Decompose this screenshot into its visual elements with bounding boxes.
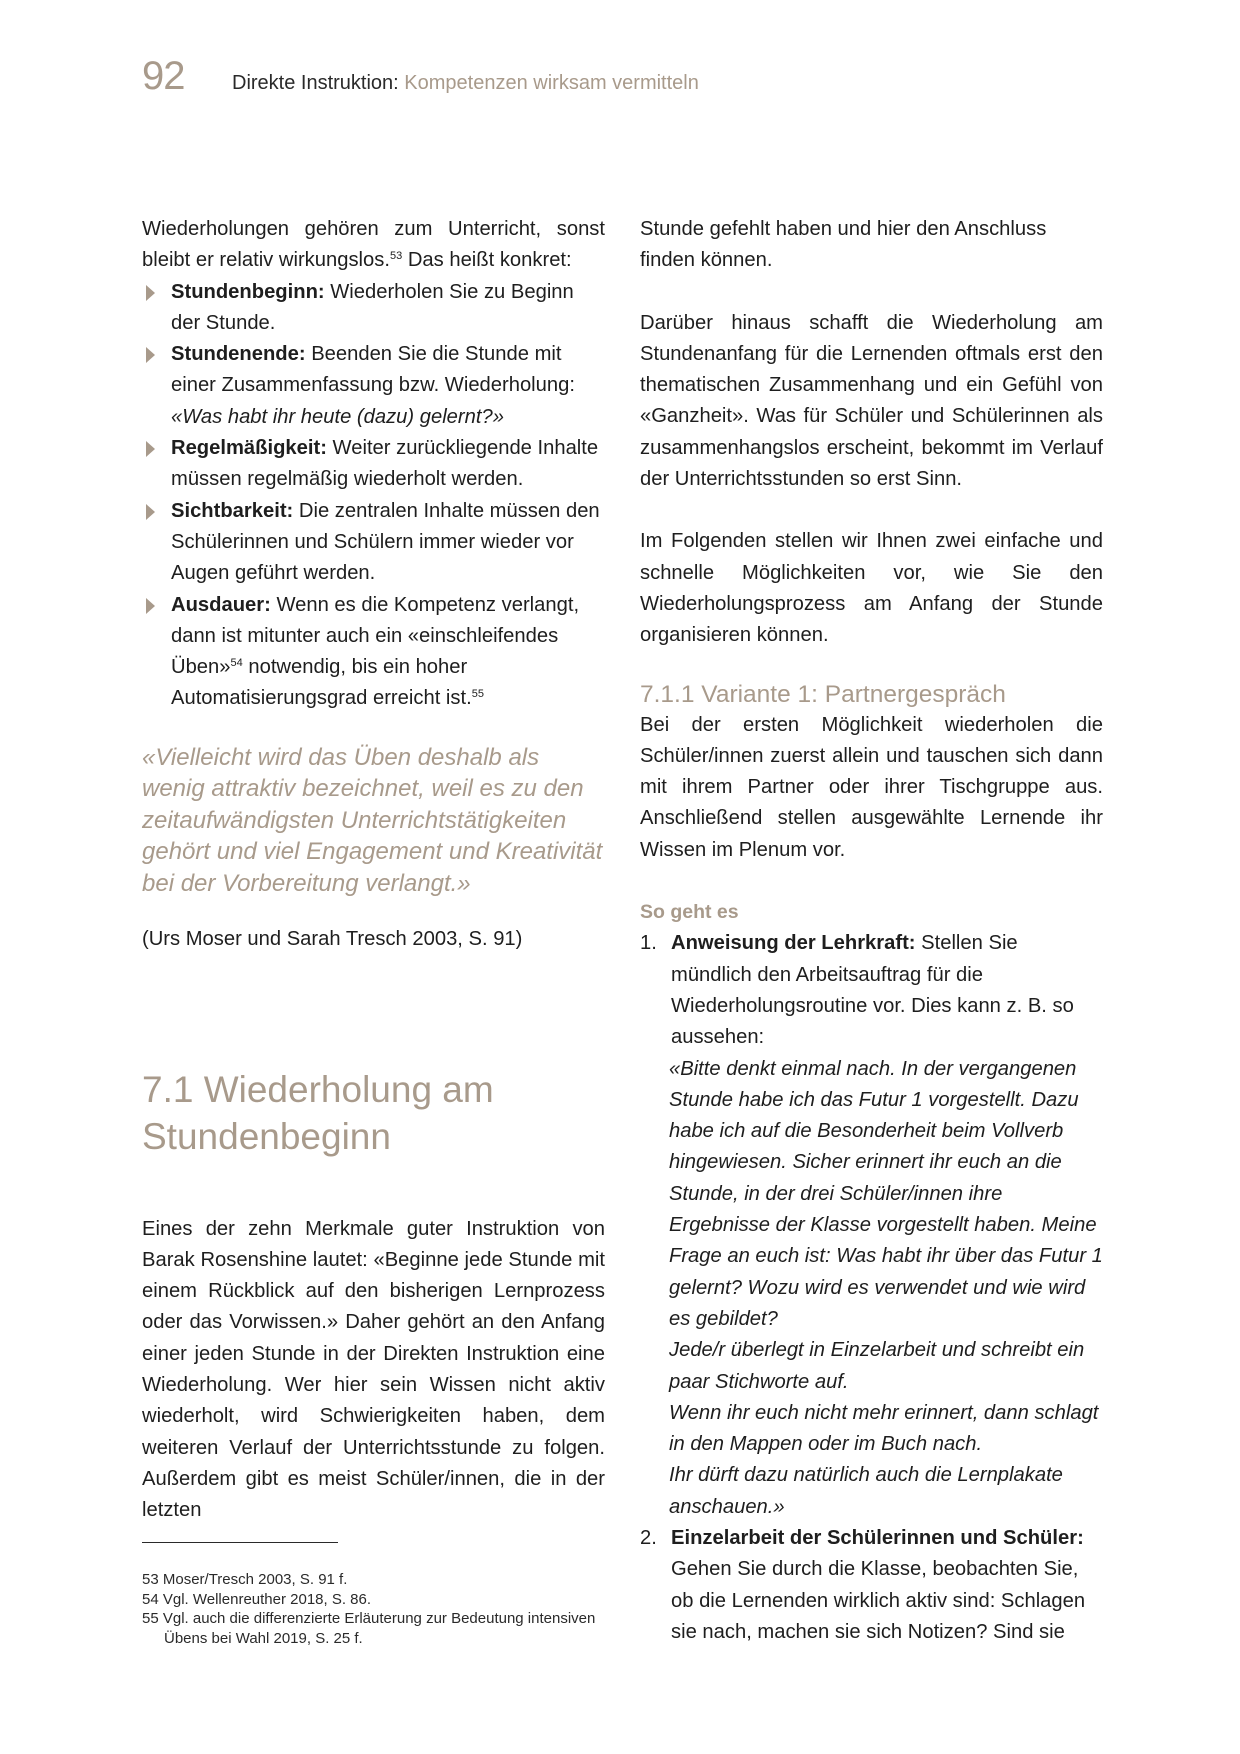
- teacher-quote-line: Wenn ihr euch nicht mehr erinnert, dann schlagt in den Mappen oder im Buch nach.: [669, 1401, 1099, 1456]
- footnote-54: 54 Vgl. Wellenreuther 2018, S. 86.: [142, 1590, 372, 1608]
- quote-source: (Urs Moser und Sarah Tresch 2003, S. 91): [142, 928, 523, 951]
- steps-list: [640, 928, 1103, 1648]
- running-title-sub: Kompetenzen wirksam vermitteln: [404, 72, 699, 94]
- triangle-bullet-icon: [146, 285, 155, 301]
- bullet-item: Regelmäßigkeit: Weiter zurückliegende Inhalte müssen regelmäßig wiederholt werden.: [142, 433, 605, 496]
- footnotes: [142, 1570, 602, 1648]
- triangle-bullet-icon: [146, 598, 155, 614]
- step-item: 2. Einzelarbeit der Schülerinnen und Schüler: Gehen Sie durch die Klasse, beobachten Sie, ob die Lernenden wirklich aktiv sind: Schlagen sie nach, machen sie sich Notizen? Sind sie: [640, 1523, 1103, 1648]
- paragraph: Bei der ersten Möglichkeit wiederholen die Schüler/innen zuerst allein und tauschen sich dann mit ihrem Partner oder ihrer Tischgruppe aus. Anschließend stellen ausgewählte Lernende ihr Wissen im Plenum vor.: [640, 713, 1103, 861]
- triangle-bullet-icon: [146, 504, 155, 520]
- footnote-ref[interactable]: 54: [230, 657, 243, 670]
- bullet-item: Sichtbarkeit: Die zentralen Inhalte müssen den Schülerinnen und Schülern immer wieder vor Augen geführt werden.: [142, 496, 605, 590]
- bullet-list: [142, 277, 605, 715]
- section-body: Eines der zehn Merkmale guter Instruktion von Barak Rosenshine lautet: «Beginne jede Stunde mit einem Rückblick auf den bisherigen Lernprozess oder das Vorwissen.» Daher gehört an den Anfang einer jeden Stunde in der Direkten Instruktion eine Wiederholung. Wer hier sein Wissen nicht aktiv wiederholt, wird Schwierigkeiten haben, dem weiteren Verlauf der Unterrichtsstunde zu folgen. Außerdem gibt es meist Schüler/innen, die in der letzten: [142, 1217, 605, 1522]
- paragraph: Im Folgenden stellen wir Ihnen zwei einfache und schnelle Möglichkeiten vor, wie Sie den Wiederholungsprozess am Anfang der Stunde organisieren können.: [640, 530, 1103, 647]
- footnote-53: 53 Moser/Tresch 2003, S. 91 f.: [142, 1571, 348, 1588]
- triangle-bullet-icon: [146, 441, 155, 457]
- step-item: 1. Anweisung der Lehrkraft: Stellen Sie mündlich den Arbeitsauftrag für die Wiederholungsroutine vor. Dies kann z. B. so aussehen: «Bitte denkt einmal nach. In der vergangenen Stunde habe ich das Futur 1 vorgestellt. Dazu habe ich auf die Besonderheit beim Vollverb hingewiesen. Sicher erinnert ihr euch an die Stunde, in der drei Schüler/innen ihre Ergebnisse der Klasse vorgestellt haben. Meine Frage an euch ist: Was habt ihr über das Futur 1 gelernt? Wozu wird es verwendet und wie wird es gebildet? Jede/r überlegt in Einzelarbeit und schreibt ein paar Stichworte auf. Wenn ihr euch nicht mehr erinnert, dann schlagt in den Mappen oder im Buch nach. Ihr dürft dazu natürlich auch die Lernplakate anschauen.»: [640, 928, 1103, 1523]
- triangle-bullet-icon: [146, 347, 155, 363]
- page-number: 92: [142, 54, 185, 98]
- teacher-quote-line: «Bitte denkt einmal nach. In der vergangenen Stunde habe ich das Futur 1 vorgestellt. Dazu habe ich auf die Besonderheit beim Vollverb hingewiesen. Sicher erinnert ihr euch an die Stunde, in der drei Schüler/innen ihre Ergebnisse der Klasse vorgestellt haben. Meine Frage an euch ist: Was habt ihr über das Futur 1 gelernt? Wozu wird es verwendet und wie wird es gebildet?: [669, 1057, 1103, 1330]
- bullet-item: Ausdauer: Wenn es die Kompetenz verlangt, dann ist mitunter auch ein «einschleifendes Üben»$^{54}$ notwendig, bis ein hoher Automatisierungsgrad erreicht ist.$^{55}$: [142, 590, 605, 715]
- running-title: [232, 72, 699, 95]
- footnote-ref[interactable]: 55: [471, 688, 484, 701]
- step-number: 2.: [640, 1526, 657, 1549]
- footnote-55: 55 Vgl. auch die differenzierte Erläuterung zur Bedeutung intensiven Übens bei Wahl 2019, S. 25 f.: [142, 1610, 596, 1647]
- subsection-heading: 7.1.1 Variante 1: Partnergespräch: [640, 680, 1006, 708]
- pull-quote: «Vielleicht wird das Üben deshalb als wenig attraktiv bezeichnet, weil es zu den zeitaufwändigsten Unterrichtstätigkeiten gehört und viel Engagement und Kreativität bei der Vorbereitung verlangt.»: [142, 743, 603, 897]
- bullet-item: Stundenende: Beenden Sie die Stunde mit einer Zusammenfassung bzw. Wiederholung: «Was habt ihr heute (dazu) gelernt?»: [142, 339, 605, 433]
- running-header: [142, 54, 699, 104]
- right-column: [640, 214, 1103, 1648]
- intro-paragraph: Wiederholungen gehören zum Unterricht, sonst bleibt er relativ wirkungslos.$^{53}$ Das heißt konkret:: [142, 218, 605, 272]
- running-title-main: Direkte Instruktion:: [232, 72, 399, 94]
- section-heading: 7.1 Wiederholung am Stundenbeginn: [142, 1068, 494, 1157]
- teacher-quote-line: Jede/r überlegt in Einzelarbeit und schreibt ein paar Stichworte auf.: [669, 1339, 1085, 1393]
- left-column: [142, 214, 605, 1527]
- footnote-ref[interactable]: 53: [389, 250, 403, 263]
- paragraph: Stunde gefehlt haben und hier den Anschluss finden können.: [640, 218, 1047, 272]
- bullet-item: Stundenbeginn: Wiederholen Sie zu Beginn der Stunde.: [142, 277, 605, 340]
- step-number: 1.: [640, 932, 657, 955]
- paragraph: Darüber hinaus schafft die Wiederholung am Stundenanfang für die Lernenden oftmals erst den thematischen Zusammenhang und ein Gefühl von «Ganzheit». Was für Schüler und Schülerinnen als zusammenhangslos erscheint, bekommt im Verlauf der Unterrichtsstunden so erst Sinn.: [640, 311, 1103, 491]
- how-to-label: So geht es: [640, 901, 739, 924]
- footnote-divider: [142, 1542, 338, 1543]
- teacher-quote-line: Ihr dürft dazu natürlich auch die Lernplakate anschauen.»: [669, 1464, 1063, 1518]
